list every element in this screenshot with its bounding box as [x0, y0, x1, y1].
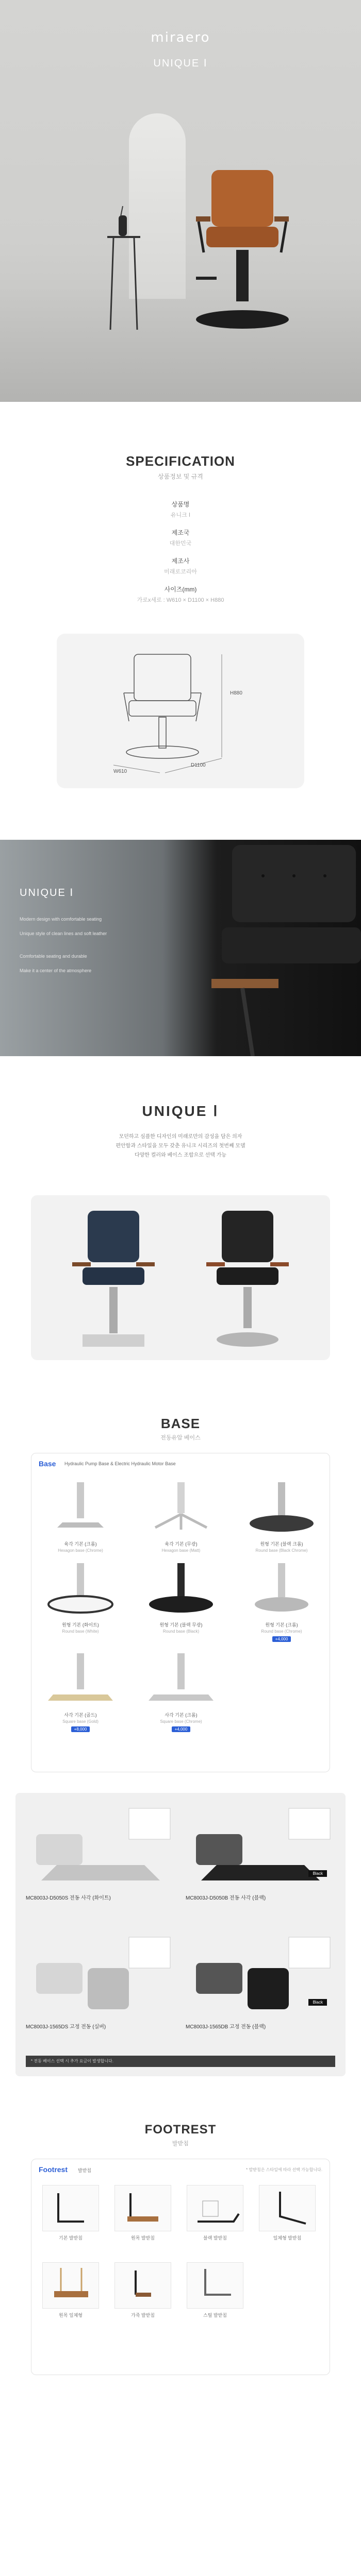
- price-chip: +4,000: [172, 1726, 191, 1732]
- base-option-name: 사각 기본 (골드): [64, 1713, 97, 1718]
- footrest-thumb: [42, 2262, 99, 2309]
- base-option[interactable]: [142, 1649, 220, 1733]
- motor-model: MC8003J-D5050B: [186, 1895, 228, 1901]
- motor-model: MC8003J-1565DS: [26, 2024, 69, 2030]
- promo-line: Make it a center of the atmosphere: [20, 968, 92, 973]
- round-base-black-chrome-image: [243, 1478, 320, 1535]
- base-option-name: 사각 기본 (크롬): [165, 1713, 198, 1718]
- footrest-option[interactable]: [40, 2262, 102, 2318]
- hero-chair-image: [175, 165, 309, 340]
- brand-logo: miraero: [151, 30, 210, 45]
- base-option[interactable]: [42, 1478, 119, 1553]
- price-chip: +4,000: [272, 1636, 291, 1642]
- spec-item-label: 상품명: [171, 501, 190, 508]
- square-base-gold-image: [42, 1649, 119, 1706]
- footrest-title: FOOTREST: [144, 2123, 217, 2137]
- motor-base-option[interactable]: [186, 1932, 335, 2045]
- footrest-thumb: [187, 2262, 243, 2309]
- spec-item: [103, 500, 258, 519]
- footrest-thumb: [259, 2185, 316, 2231]
- price-chip: +8,000: [71, 1726, 90, 1732]
- color-badge: Black: [308, 1870, 327, 1877]
- base-title: BASE: [160, 1416, 201, 1431]
- base-option-sub: Round base (Black): [162, 1629, 200, 1634]
- spec-item-value: 유니크 Ⅰ: [170, 512, 191, 518]
- footrest-option[interactable]: [112, 2185, 174, 2241]
- footrest-option[interactable]: [40, 2185, 102, 2241]
- dim-depth: D1100: [191, 762, 206, 768]
- base-option-name: 원형 기본 (화이트): [62, 1622, 99, 1628]
- footrest-name: 가죽 발받침: [131, 2313, 155, 2318]
- round-base-white-image: [42, 1559, 119, 1616]
- footrest-heading-sub: 발받침: [78, 2168, 92, 2173]
- promo-title: UNIQUE Ⅰ: [20, 887, 74, 899]
- intro-line: 다양한 컬러와 베이스 조합으로 선택 가능: [134, 1153, 227, 1158]
- motor-base-option[interactable]: [26, 1932, 175, 2045]
- footrest-option[interactable]: [184, 2185, 246, 2241]
- base-subtitle: 전동유압 베이스: [160, 1435, 201, 1441]
- footrest-thumb: [114, 2262, 171, 2309]
- spec-item: [103, 556, 258, 575]
- promo-lines: [20, 912, 154, 978]
- spec-item: [103, 585, 258, 604]
- motor-desc: 고정 전동 (블랙): [229, 2024, 266, 2030]
- spec-item-label: 사이즈(mm): [164, 586, 197, 593]
- promo-line: Unique style of clean lines and soft leather: [20, 931, 107, 936]
- spec-item-value: 미래로코리아: [164, 569, 197, 575]
- square-base-chrome-image: [142, 1649, 220, 1706]
- promo-chair-closeup: [211, 845, 361, 1056]
- base-heading: Base: [39, 1460, 56, 1468]
- base-option-sub: Hexagon base (Chrome): [58, 1548, 103, 1553]
- base-option[interactable]: [42, 1559, 119, 1634]
- motor-base-panel: [15, 1793, 346, 2076]
- intro-text: [0, 1132, 361, 1160]
- footrest-subtitle: 발받침: [172, 2141, 189, 2147]
- dim-height: H880: [230, 690, 242, 696]
- motor-desc: 전동 사각 (화이트): [70, 1895, 111, 1901]
- spec-title: SPECIFICATION: [126, 453, 235, 469]
- footrest-thumb: [187, 2185, 243, 2231]
- round-base-chrome-image: [243, 1559, 320, 1616]
- base-option-sub: Square base (Gold): [62, 1719, 99, 1724]
- navy-chair-image: [67, 1211, 160, 1350]
- footrest-note: * 발받침은 스타일에 따라 선택 가능합니다.: [246, 2167, 322, 2172]
- base-option-sub: Round base (Chrome): [261, 1629, 302, 1634]
- footrest-option[interactable]: [184, 2262, 246, 2318]
- footrest-option[interactable]: [256, 2185, 318, 2241]
- spec-diagram-panel: [57, 634, 304, 788]
- base-option[interactable]: [243, 1559, 320, 1643]
- base-option-sub: Round base (White): [62, 1629, 99, 1634]
- fixed-motor-silver-image: [26, 1932, 175, 2020]
- spec-item: [103, 528, 258, 547]
- motor-base-white-image: [26, 1803, 175, 1891]
- base-option[interactable]: [142, 1478, 220, 1553]
- footrest-option[interactable]: [112, 2262, 174, 2318]
- base-option-name: 원형 기본 (크롬): [265, 1622, 298, 1628]
- base-option[interactable]: [243, 1478, 320, 1553]
- promo-banner: [0, 840, 361, 1056]
- base-option-name: 원형 기본 (블랙 크롬): [260, 1541, 303, 1547]
- motor-base-option[interactable]: [186, 1803, 335, 1917]
- footrest-name: 스틸 발받침: [203, 2313, 227, 2318]
- dim-width: W610: [113, 769, 127, 774]
- base-option-name: 육각 기본 (무광): [165, 1541, 198, 1547]
- footrest-thumb: [114, 2185, 171, 2231]
- footrest-name: 기본 발받침: [59, 2235, 83, 2241]
- spec-item-label: 제조사: [171, 557, 190, 565]
- color-badge: Black: [308, 1999, 327, 2006]
- footrest-name: 일체형 발받침: [273, 2235, 302, 2241]
- base-option-sub: Round base (Black Chrome): [255, 1548, 308, 1553]
- chair-dimension-diagram: [103, 649, 258, 778]
- intro-title: UNIQUE Ⅰ: [142, 1103, 219, 1119]
- motor-desc: 고정 전동 (실버): [70, 2024, 106, 2030]
- footrest-name: 원목 일체형: [59, 2313, 83, 2318]
- base-option-name: 육각 기본 (크롬): [64, 1541, 97, 1547]
- footrest-heading: Footrest: [39, 2165, 68, 2174]
- footrest-name: 원목 발받침: [131, 2235, 155, 2241]
- base-option[interactable]: [42, 1649, 119, 1733]
- round-base-black-image: [142, 1559, 220, 1616]
- motor-desc: 전동 사각 (블랙): [229, 1895, 266, 1901]
- motor-base-black-image: [186, 1803, 335, 1891]
- base-option[interactable]: [142, 1559, 220, 1634]
- hero-banner: [0, 0, 361, 402]
- side-table-image: [103, 206, 144, 330]
- hero-title: UNIQUE Ⅰ: [153, 58, 208, 69]
- spec-list: [103, 500, 258, 604]
- motor-model: MC8003J-1565DB: [186, 2024, 228, 2030]
- base-option-sub: Hexagon base (Matt): [161, 1548, 201, 1553]
- promo-line: Modern design with comfortable seating: [20, 917, 102, 922]
- base-option-sub: Square base (Chrome): [160, 1719, 202, 1724]
- intro-line: 모던하고 심플한 디자인의 미래로만의 감성을 담은 의자: [119, 1134, 242, 1140]
- base-panel: [31, 1453, 330, 1772]
- spec-item-value: 대한민국: [169, 540, 192, 547]
- base-heading-sub: Hydraulic Pump Base & Electric Hydraulic Motor Base: [64, 1461, 176, 1466]
- fixed-motor-black-image: [186, 1932, 335, 2020]
- spec-item-label: 제조국: [171, 529, 190, 536]
- footrest-thumb: [42, 2185, 99, 2231]
- hexagon-base-matt-image: [142, 1478, 220, 1535]
- motor-model: MC8003J-D5050S: [26, 1895, 69, 1901]
- base-option-name: 원형 기본 (블랙 무광): [159, 1622, 203, 1628]
- footrest-name: 블랙 발받침: [203, 2235, 227, 2241]
- spec-subtitle: 상품정보 및 규격: [158, 473, 203, 480]
- black-chair-image: [201, 1211, 294, 1350]
- promo-line: Comfortable seating and durable: [20, 954, 87, 959]
- spec-item-value: 가로x세로 : W610 × D1100 × H880: [137, 597, 224, 603]
- motor-base-option[interactable]: [26, 1803, 175, 1917]
- motor-note-bar: * 전동 베이스 선택 시 추가 요금이 발생합니다.: [26, 2056, 335, 2067]
- color-options-panel: [31, 1195, 330, 1360]
- footrest-panel: [31, 2159, 330, 2375]
- intro-line: 편안함과 스타일을 모두 갖춘 유니크 시리즈의 첫번째 모델: [116, 1143, 245, 1149]
- hexagon-base-chrome-image: [42, 1478, 119, 1535]
